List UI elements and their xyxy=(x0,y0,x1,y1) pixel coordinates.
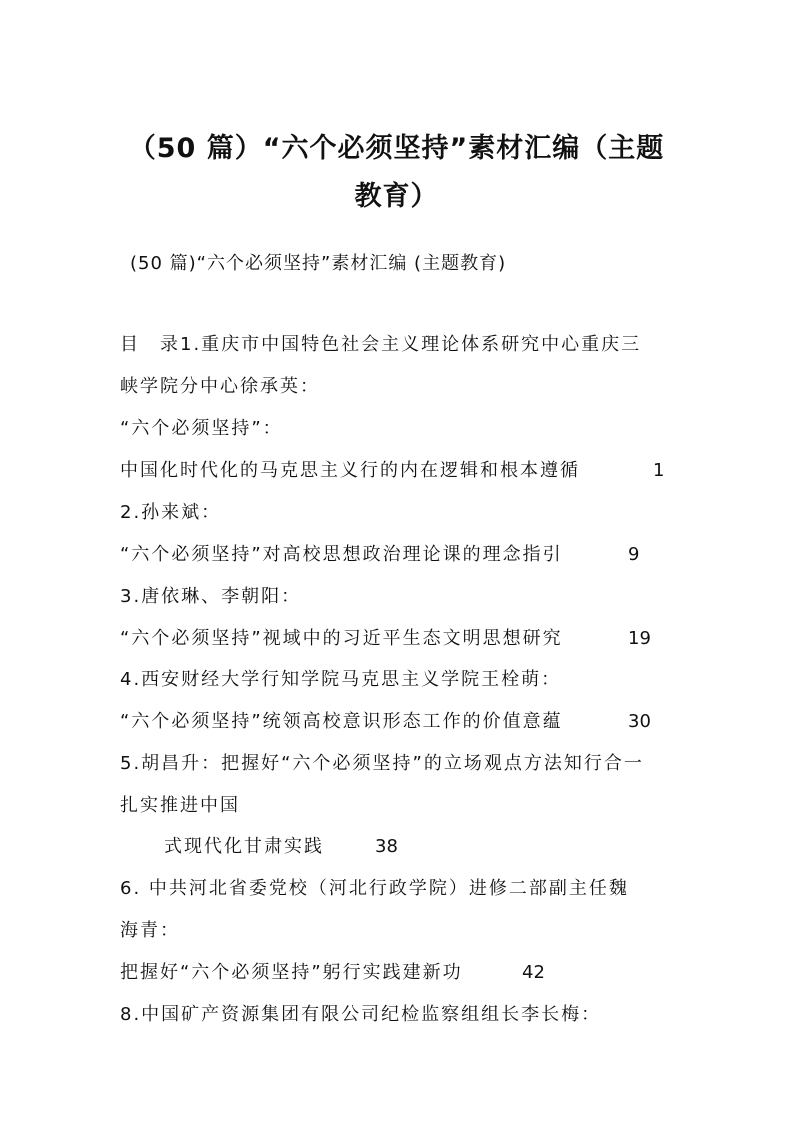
toc-entry xyxy=(120,627,563,651)
toc-page-number: 9 xyxy=(628,544,640,565)
toc-page-number: 42 xyxy=(522,962,545,983)
toc-line-text: 2.孙来斌： xyxy=(120,502,222,523)
toc-entry xyxy=(120,961,463,985)
document-title-line-2: 教育） xyxy=(354,181,439,212)
toc-line xyxy=(120,417,283,441)
toc-entry xyxy=(120,710,563,734)
toc-line-text: 5.胡昌升：把握好“六个必须坚持”的立场观点方法知行合一 xyxy=(120,753,644,774)
toc-page-number: 1 xyxy=(653,460,665,481)
toc-line-text: 峡学院分中心徐承英： xyxy=(120,376,320,397)
toc-line xyxy=(120,919,180,943)
toc-line xyxy=(120,794,240,818)
toc-entry-title: 中国化时代化的马克思主义行的内在逻辑和根本遵循 xyxy=(120,460,580,481)
toc-line xyxy=(120,375,320,399)
toc-line xyxy=(120,752,644,776)
toc-line xyxy=(120,501,221,525)
toc-line-text: 6. 中共河北省委党校（河北行政学院）进修二部副主任魏 xyxy=(120,878,629,899)
toc-entry xyxy=(164,835,324,859)
toc-page-number: 38 xyxy=(375,836,398,857)
toc-entry-title: “六个必须坚持”对高校思想政治理论课的理念指引 xyxy=(120,544,563,565)
toc-line-text: 3.唐依琳、李朝阳： xyxy=(120,586,302,607)
toc-line xyxy=(120,1003,601,1027)
toc-entry xyxy=(120,543,563,567)
toc-entry-title: “六个必须坚持”统领高校意识形态工作的价值意蕴 xyxy=(120,711,563,732)
toc-line-text: 目 录1.重庆市中国特色社会主义理论体系研究中心重庆三 xyxy=(120,334,642,355)
toc-page-number: 30 xyxy=(628,711,651,732)
toc-line-text: “六个必须坚持”： xyxy=(120,418,283,439)
toc-entry xyxy=(120,459,580,483)
toc-page-number: 19 xyxy=(628,628,651,649)
toc-entry-title: “六个必须坚持”视域中的习近平生态文明思想研究 xyxy=(120,628,563,649)
toc-line-text: 扎实推进中国 xyxy=(120,795,240,816)
toc-entry-title: 把握好“六个必须坚持”躬行实践建新功 xyxy=(120,962,463,983)
toc-entry-title: 式现代化甘肃实践 xyxy=(164,836,324,857)
toc-line-text: 海青： xyxy=(120,920,180,941)
toc-line-text: 4.西安财经大学行知学院马克思主义学院王栓萌： xyxy=(120,669,562,690)
toc-line xyxy=(120,333,641,357)
toc-line xyxy=(120,668,561,692)
document-subtitle: (50 篇)“六个必须坚持”素材汇编 (主题教育) xyxy=(130,253,507,274)
toc-line xyxy=(120,585,301,609)
document-title-line-1: （50 篇）“六个必须坚持”素材汇编（主题 xyxy=(128,133,665,164)
toc-line-text: 8.中国矿产资源集团有限公司纪检监察组组长李长梅： xyxy=(120,1004,602,1025)
toc-line xyxy=(120,877,629,901)
